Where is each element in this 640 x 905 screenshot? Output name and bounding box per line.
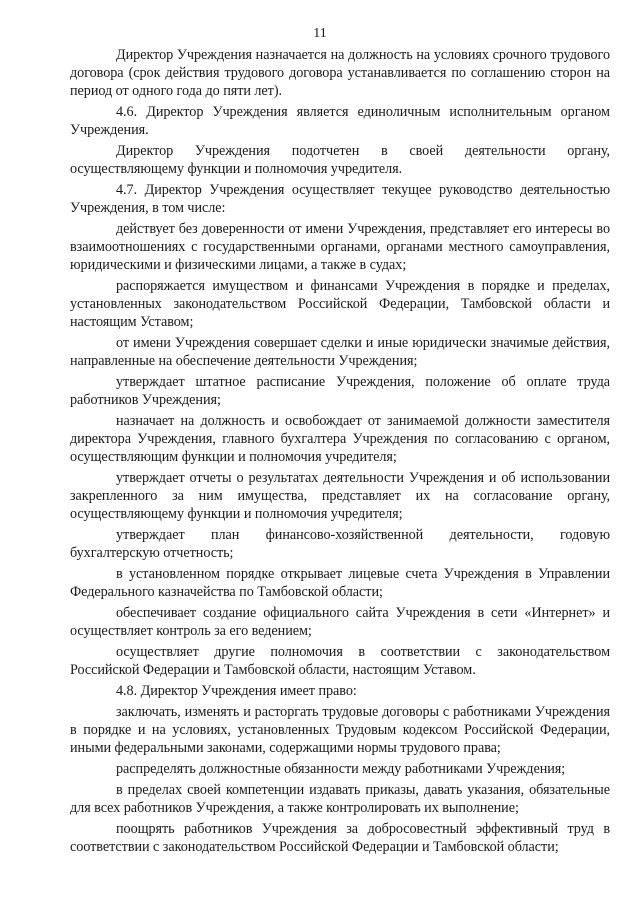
paragraph: осуществляет другие полномочия в соответствии с законодательством Российской Федерации и Тамбовской области, настоящим Уставом.	[70, 644, 610, 678]
paragraph: действует без доверенности от имени Учреждения, представляет его интересы во взаимоотношениях с государственными органами, органами местного самоуправления, юридическими и физическими лицами, а также в судах;	[70, 221, 610, 273]
paragraph: от имени Учреждения совершает сделки и иные юридически значимые действия, направленные на обеспечение деятельности Учреждения;	[70, 335, 610, 369]
paragraph: обеспечивает создание официального сайта Учреждения в сети «Интернет» и осуществляет контроль за его ведением;	[70, 605, 610, 639]
paragraph: назначает на должность и освобождает от занимаемой должности заместителя директора Учреждения, главного бухгалтера Учреждения по согласованию с органом, осуществляющим функции и полномочия учредителя;	[70, 413, 610, 465]
paragraph: утверждает план финансово-хозяйственной деятельности, годовую бухгалтерскую отчетность;	[70, 527, 610, 561]
paragraph: заключать, изменять и расторгать трудовые договоры с работниками Учреждения в порядке и на условиях, установленных Трудовым кодексом Российской Федерации, иными федеральными законами, содержащими нормы трудового права;	[70, 704, 610, 756]
paragraph: 4.7. Директор Учреждения осуществляет текущее руководство деятельностью Учреждения, в том числе:	[70, 182, 610, 216]
paragraph: 4.6. Директор Учреждения является единоличным исполнительным органом Учреждения.	[70, 104, 610, 138]
document-body	[70, 46, 610, 859]
paragraph: утверждает отчеты о результатах деятельности Учреждения и об использовании закрепленного за ним имущества, представляет их на согласование органу, осуществляющему функции и полномочия учредителя;	[70, 470, 610, 522]
paragraph: Директор Учреждения назначается на должность на условиях срочного трудового договора (срок действия трудового договора устанавливается по соглашению сторон на период от одного года до пяти лет).	[70, 47, 610, 99]
paragraph: 4.8. Директор Учреждения имеет право:	[116, 683, 357, 699]
paragraph: поощрять работников Учреждения за добросовестный эффективный труд в соответствии с законодательством Российской Федерации и Тамбовской области;	[70, 821, 610, 855]
paragraph: в пределах своей компетенции издавать приказы, давать указания, обязательные для всех работников Учреждения, а также контролировать их выполнение;	[70, 782, 610, 816]
paragraph: утверждает штатное расписание Учреждения, положение об оплате труда работников Учреждения;	[70, 374, 610, 408]
page-number: 11	[313, 26, 327, 41]
paragraph: в установленном порядке открывает лицевые счета Учреждения в Управлении Федерального казначейства по Тамбовской области;	[70, 566, 610, 600]
paragraph: распоряжается имуществом и финансами Учреждения в порядке и пределах, установленных законодательством Российской Федерации, Тамбовской области и настоящим Уставом;	[70, 278, 610, 330]
paragraph: распределять должностные обязанности между работниками Учреждения;	[116, 761, 566, 777]
paragraph: Директор Учреждения подотчетен в своей деятельности органу, осуществляющему функции и полномочия учредителя.	[70, 143, 610, 177]
